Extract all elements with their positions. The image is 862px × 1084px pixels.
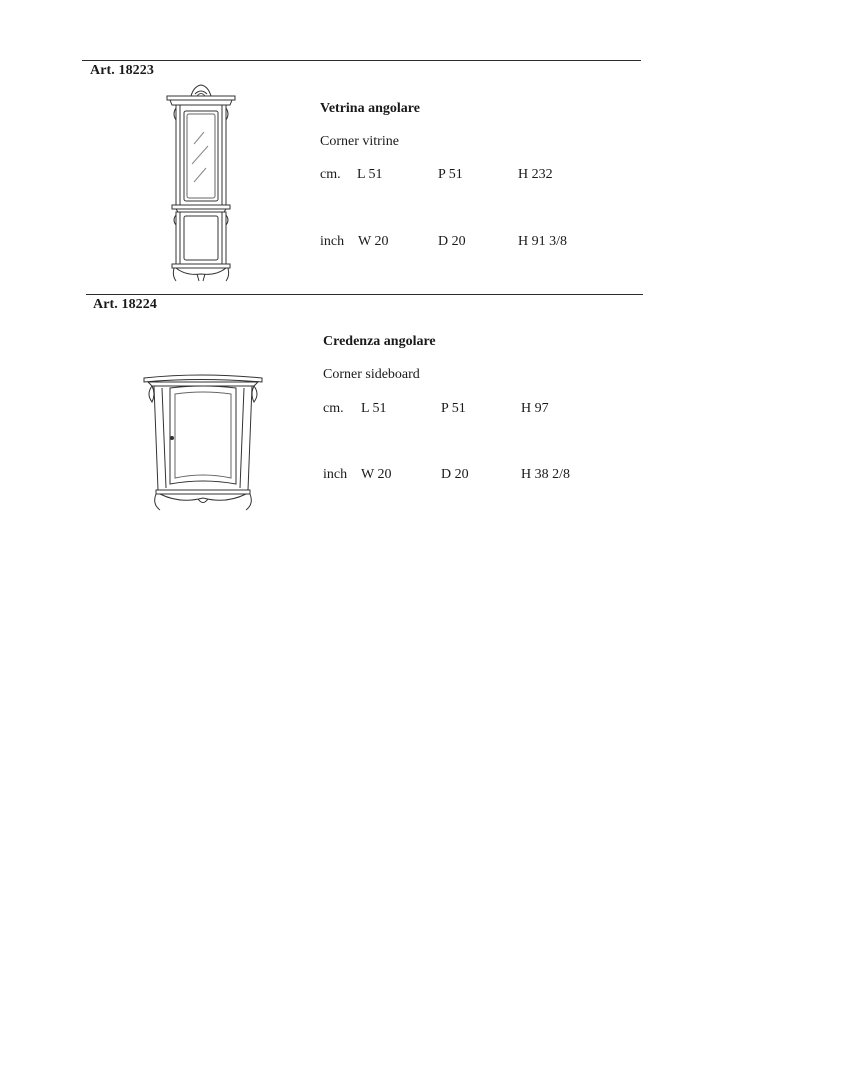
dims-cm-width: L 51: [361, 401, 387, 416]
corner-vitrine-drawing-icon: [164, 84, 238, 284]
dims-inch-unit: inch: [320, 234, 345, 249]
product-name-italian: Vetrina angolare: [320, 101, 420, 116]
product-name-english: Corner sideboard: [323, 367, 420, 382]
dims-inch-width: W 20: [358, 234, 389, 249]
middle-divider: [86, 294, 643, 295]
dims-cm-height: H 97: [521, 401, 549, 416]
corner-sideboard-drawing-icon: [140, 372, 266, 514]
dims-cm-unit: cm.: [323, 401, 344, 416]
dims-inch-height: H 91 3/8: [518, 234, 567, 249]
article-number: Art. 18223: [90, 63, 154, 78]
dims-inch-depth: D 20: [441, 467, 469, 482]
dims-cm-unit: cm.: [320, 167, 341, 182]
dims-cm-width: L 51: [357, 167, 383, 182]
dims-inch-width: W 20: [361, 467, 392, 482]
dims-cm-height: H 232: [518, 167, 553, 182]
top-divider: [82, 60, 641, 61]
dims-inch-depth: D 20: [438, 234, 466, 249]
dims-inch-unit: inch: [323, 467, 348, 482]
dims-cm-depth: P 51: [438, 167, 463, 182]
dims-cm-depth: P 51: [441, 401, 466, 416]
article-number: Art. 18224: [93, 297, 157, 312]
dims-inch-height: H 38 2/8: [521, 467, 570, 482]
product-name-italian: Credenza angolare: [323, 334, 436, 349]
product-name-english: Corner vitrine: [320, 134, 399, 149]
